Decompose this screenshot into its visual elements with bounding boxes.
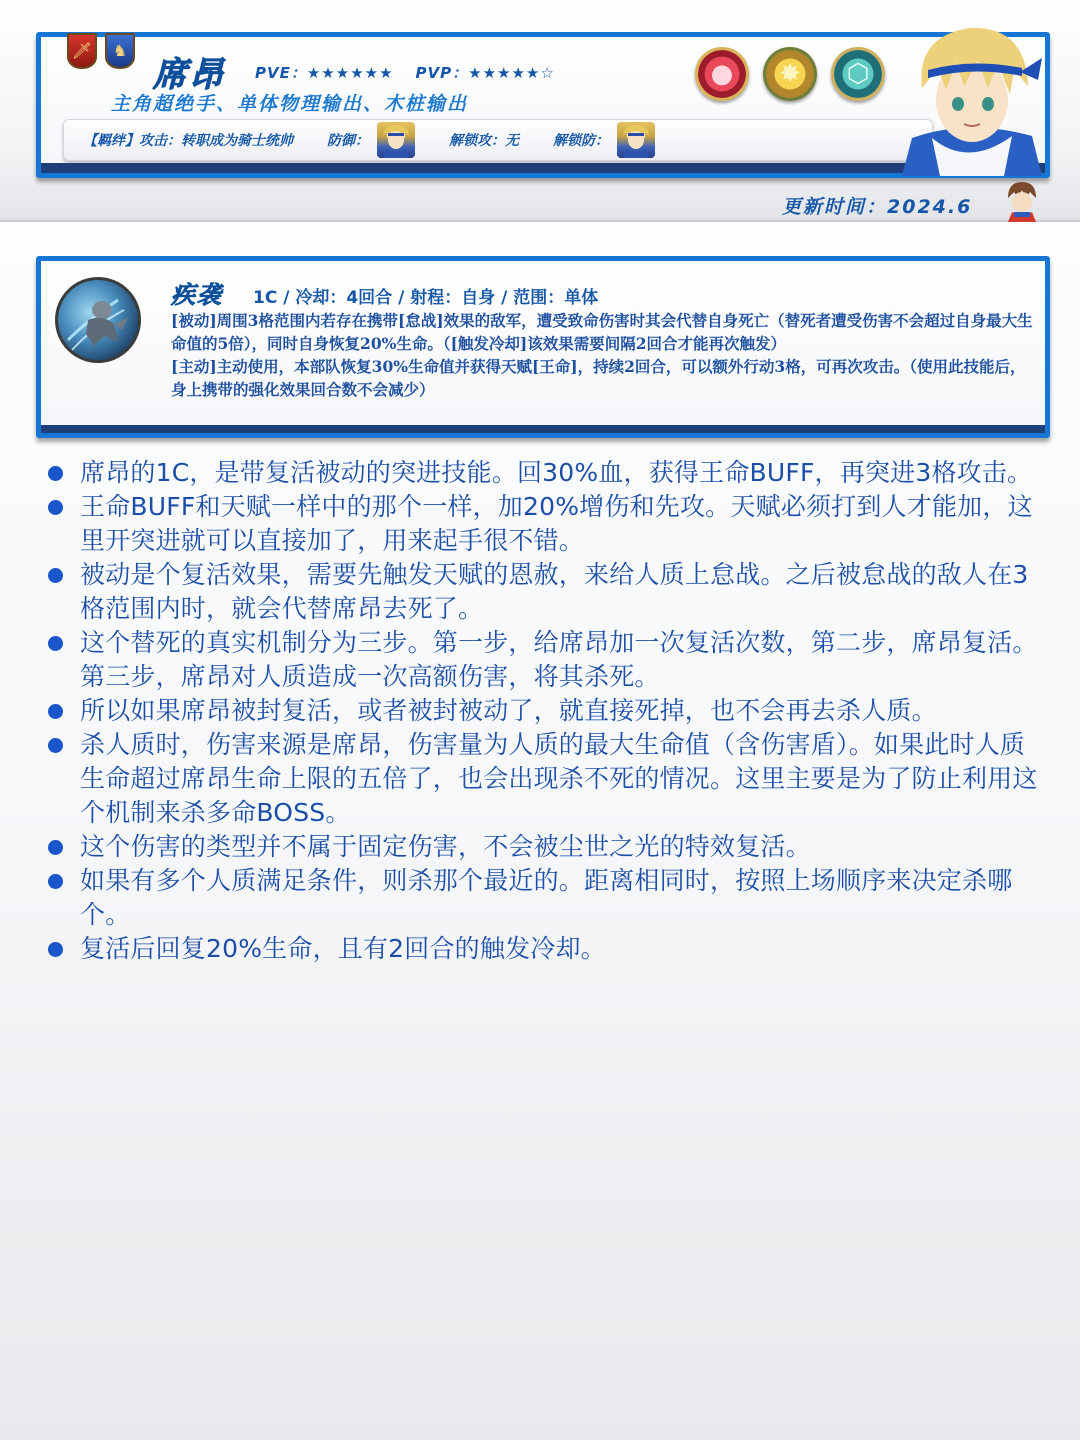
hero-name: 席昂 — [153, 55, 225, 95]
list-item: 王命BUFF和天赋一样中的那个一样，加20%增伤和先攻。天赋必须打到人才能加，这里开突进就可以直接加了，用来起手很不错。 — [46, 490, 1046, 558]
hero-tagline: 主角超绝手、单体物理输出、木桩输出 — [111, 93, 469, 115]
bond-defense-avatar — [377, 122, 415, 158]
hero-portrait — [892, 18, 1044, 176]
skill-description — [171, 309, 1035, 401]
bond-attack-label: 【羁绊】攻击：转职成为骑士统帅 — [83, 133, 293, 149]
list-item: 这个替死的真实机制分为三步。第一步，给席昂加一次复活次数，第二步，席昂复活。第三步，席昂对人质造成一次高额伤害，将其杀死。 — [46, 626, 1046, 694]
notes-list — [46, 456, 1046, 966]
list-item: 复活后回复20%生命，且有2回合的触发冷却。 — [46, 932, 1046, 966]
list-item: 所以如果席昂被封复活，或者被封被动了，就直接死掉，也不会再去杀人质。 — [46, 694, 1046, 728]
skill-meta: 1C / 冷却：4回合 / 射程：自身 / 范围：单体 — [253, 288, 599, 308]
bond-defense-label: 防御： — [327, 133, 369, 149]
list-item: 这个伤害的类型并不属于固定伤害，不会被尘世之光的特效复活。 — [46, 830, 1046, 864]
hero-ratings — [255, 62, 555, 83]
gold-star-emblem-icon: ✸ — [763, 47, 817, 101]
pvp-rating: PVP：★★★★★☆ — [415, 64, 555, 82]
list-item: 席昂的1C，是带复活被动的突进技能。回30%血，获得王命BUFF，再突进3格攻击。 — [46, 456, 1046, 490]
list-item: 杀人质时，伤害来源是席昂，伤害量为人质的最大生命值（含伤害盾）。如果此时人质生命超过席昂生命上限的五倍了，也会出现杀不死的情况。这里主要是为了防止利用这个机制来杀多命BOSS。 — [46, 728, 1046, 830]
teal-gem-emblem-icon: ⬡ — [831, 47, 885, 101]
bond-unlock-attack: 解锁攻：无 — [449, 133, 519, 149]
update-time: 更新时间：2024.6 — [782, 196, 973, 218]
list-item: 如果有多个人质满足条件，则杀那个最近的。距离相同时，按照上场顺序来决定杀哪个。 — [46, 864, 1046, 932]
skill-active-text: [主动]主动使用，本部队恢复30%生命值并获得天赋[王命]，持续2回合，可以额外行动3格，可再次攻击。（使用此技能后，身上携带的强化效果回合数不会减少） — [171, 357, 1026, 399]
skill-name: 疾袭 — [171, 281, 223, 309]
bond-unlock-defense-avatar — [617, 122, 655, 158]
skill-passive-text: [被动]周围3格范围内若存在携带[怠战]效果的敌军，遭受致命伤害时其会代替自身死亡（替死者遭受伤害不会超过自身最大生命值的5倍），同时自身恢复20%生命。（[触发冷却]该效果需要间隔2回合才能再次触发） — [171, 311, 1033, 353]
bond-bar — [63, 119, 933, 161]
bond-unlock-defense: 解锁防： — [553, 133, 609, 149]
red-emblem-icon: ● — [695, 47, 749, 101]
pve-rating: PVE：★★★★★★ — [255, 64, 394, 82]
skill-icon — [55, 277, 141, 363]
skill-card — [36, 256, 1050, 438]
header-band — [0, 0, 1080, 222]
sword-icon: 🗡 — [67, 33, 97, 69]
list-item: 被动是个复活效果，需要先触发天赋的恩赦，来给人质上怠战。之后被怠战的敌人在3格范围内时，就会代替席昂去死了。 — [46, 558, 1046, 626]
horse-icon: ♞ — [105, 33, 135, 69]
chibi-mascot — [1000, 178, 1044, 222]
